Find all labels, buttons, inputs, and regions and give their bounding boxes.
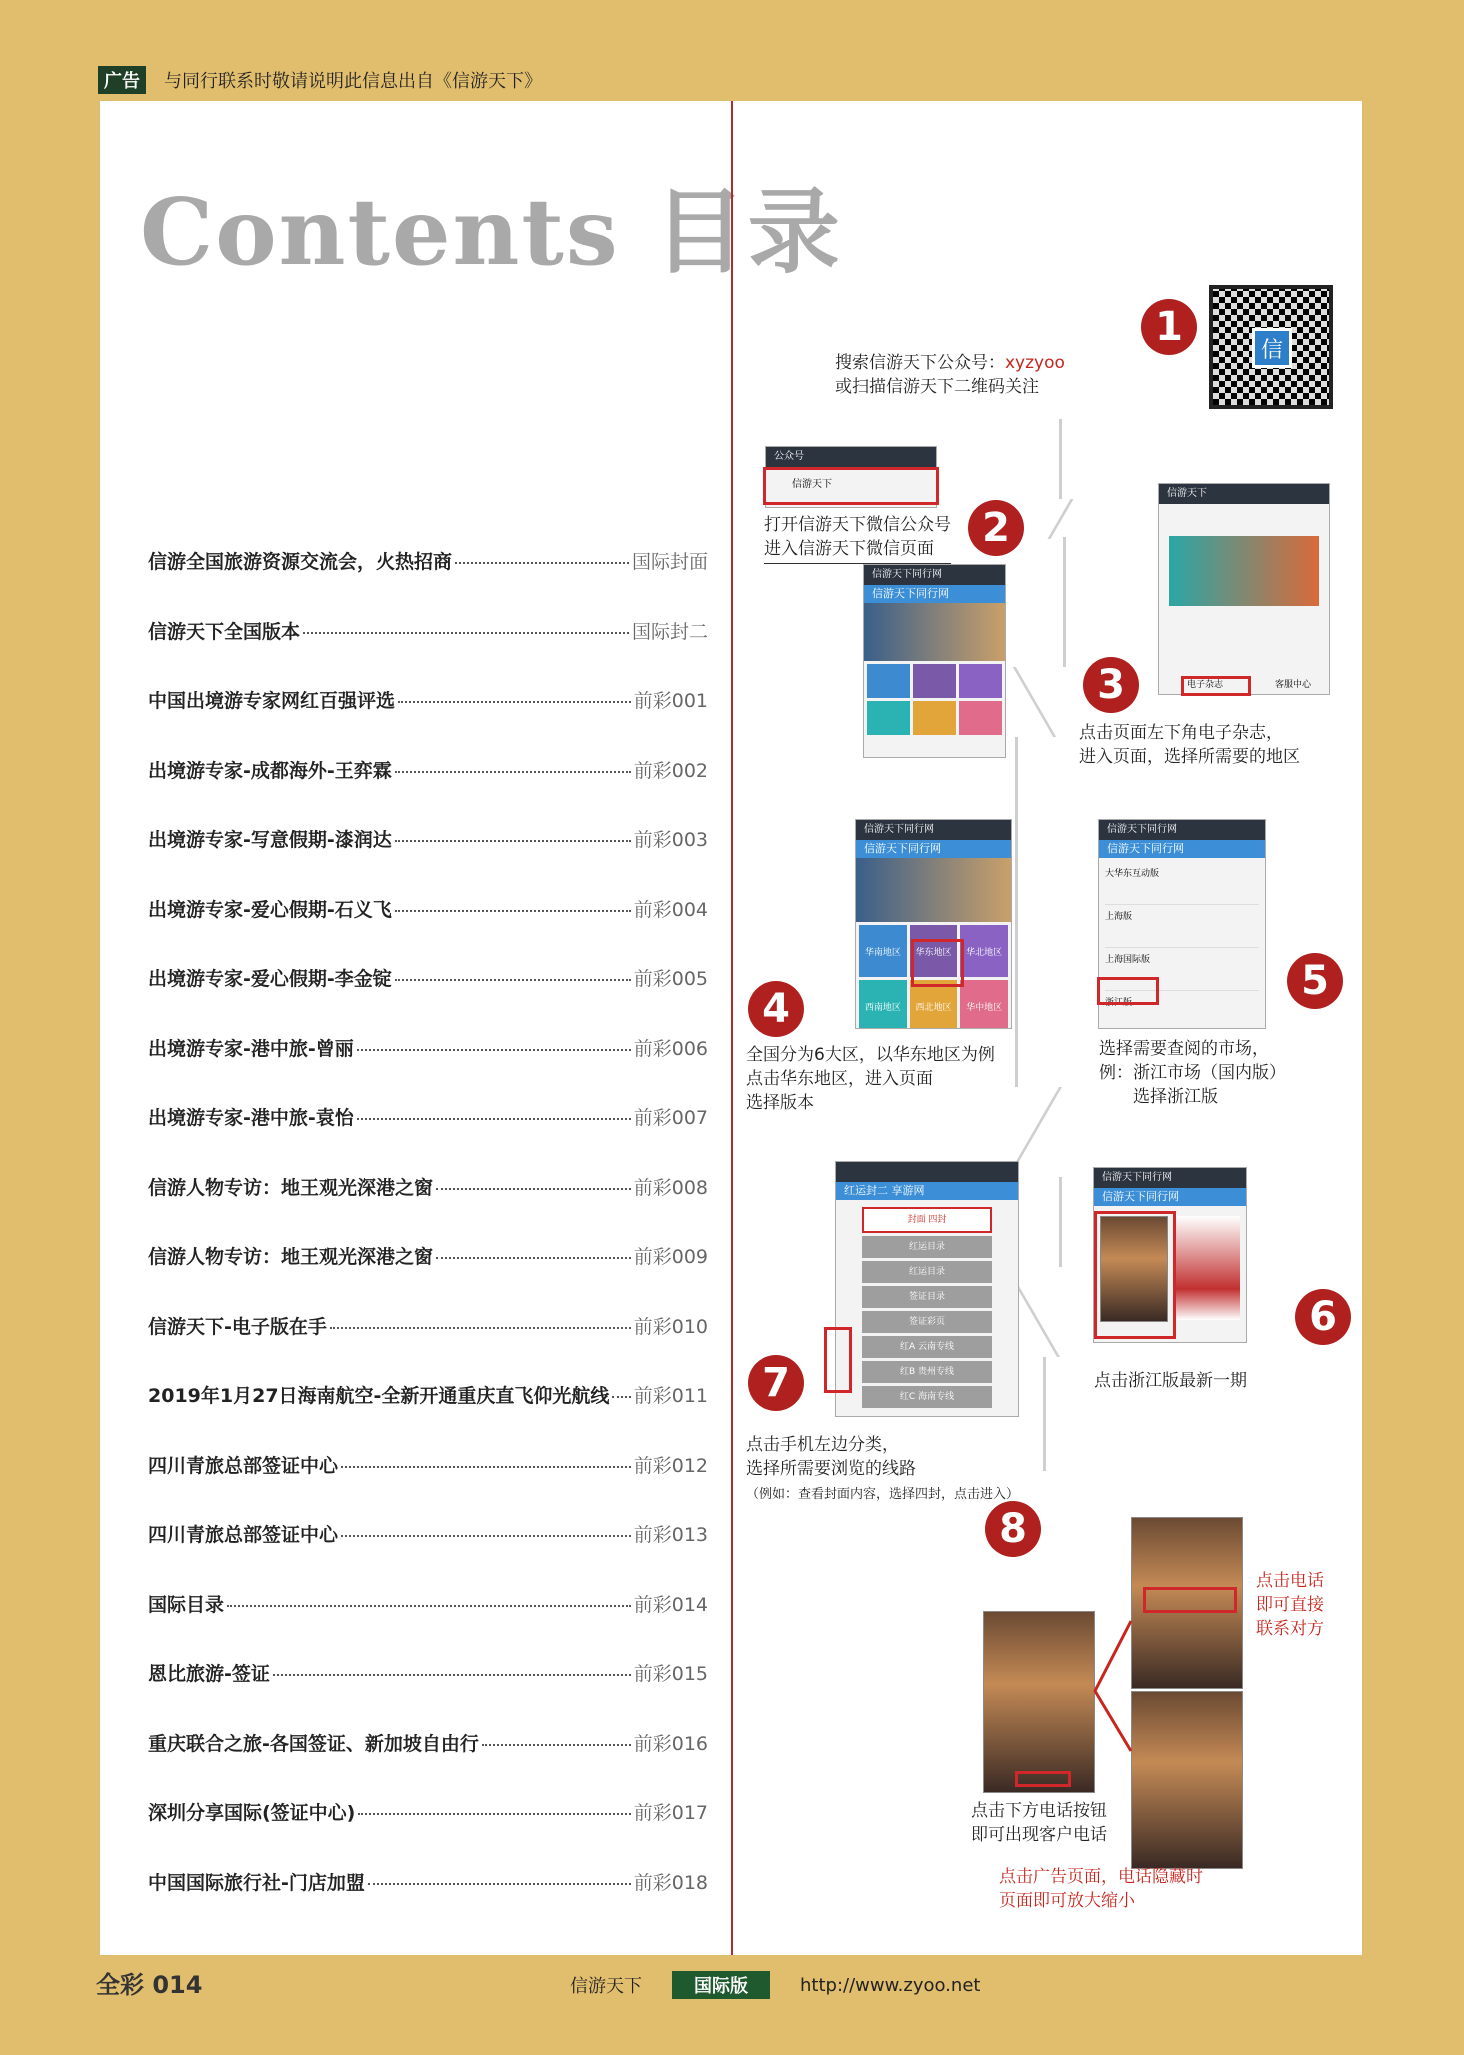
toc-row[interactable] <box>148 825 708 895</box>
step-3-phone <box>1158 483 1330 695</box>
phone-cover <box>856 858 1011 922</box>
toc-leader <box>395 771 631 773</box>
toc-page: 国际封面 <box>631 551 708 573</box>
category-menu-item[interactable]: 封面 四封 <box>862 1207 992 1233</box>
step-4-badge: 4 <box>748 981 804 1037</box>
toc-title: 出境游专家-写意假期-漆润达 <box>148 829 392 851</box>
phone-title: 信游天下同行网 <box>1099 820 1265 840</box>
phone-banner: 信游天下同行网 <box>856 840 1011 858</box>
toc-leader <box>395 840 631 842</box>
toc-page: 前彩017 <box>633 1802 708 1824</box>
market-item[interactable]: 上海版 <box>1105 905 1259 948</box>
toc-title: 出境游专家-爱心假期-石义飞 <box>148 898 392 921</box>
phone-banner: 红运封二 享游网 <box>836 1182 1018 1200</box>
footer-url[interactable]: http://www.zyoo.net <box>800 1974 981 1996</box>
toc-title: 信游天下全国版本 <box>148 620 301 643</box>
phone-title-bar <box>836 1162 1018 1182</box>
toc-page: 前彩008 <box>633 1176 708 1199</box>
toc-leader <box>395 910 631 912</box>
step-1-text <box>835 351 1065 399</box>
toc-title: 深圳分享国际(签证中心) <box>148 1802 356 1824</box>
toc-leader <box>341 1535 631 1537</box>
toc-title: 信游天下-电子版在手 <box>148 1315 327 1338</box>
toc-row[interactable] <box>148 1659 708 1729</box>
step-2-search-bar: 公众号 <box>766 447 936 467</box>
toc-title: 四川青旅总部签证中心 <box>148 1454 339 1477</box>
step-7-line1: 点击手机左边分类， <box>746 1435 899 1455</box>
toc-row[interactable] <box>148 1173 708 1243</box>
ad-tag: 广告 <box>98 66 146 94</box>
toc-page: 前彩014 <box>633 1593 708 1616</box>
toc-page: 前彩007 <box>633 1107 708 1129</box>
step-4-phone <box>855 819 1012 1029</box>
toc-page: 前彩011 <box>633 1385 708 1407</box>
toc-leader <box>368 1883 631 1885</box>
step-3-line1: 点击页面左下角电子杂志， <box>1079 723 1283 743</box>
region-tile <box>867 701 910 735</box>
page-number: 全彩 014 <box>96 1971 203 1999</box>
region-tile <box>959 664 1002 698</box>
toc-row[interactable] <box>148 756 708 826</box>
toc-page: 前彩001 <box>633 690 708 712</box>
step-8-badge: 8 <box>985 1501 1041 1557</box>
toc-leader <box>303 632 629 634</box>
phone-article-image <box>1169 536 1319 606</box>
phone-title: 信游天下同行网 <box>864 565 1005 585</box>
toc-leader <box>436 1257 631 1259</box>
toc-row[interactable] <box>148 617 708 687</box>
phone-title: 信游天下 <box>1159 484 1329 504</box>
step-1-line1: 搜索信游天下公众号： <box>835 353 1005 373</box>
highlight-box <box>1143 1587 1237 1613</box>
highlight-box <box>1094 1211 1176 1339</box>
toc-title: 信游全国旅游资源交流会，火热招商 <box>148 551 453 573</box>
phone-btn-right: 客服中心 <box>1275 680 1312 690</box>
toc-title: 信游人物专访：地王观光深港之窗 <box>148 1246 434 1268</box>
toc-leader <box>227 1605 631 1607</box>
step-8-right-line3: 联系对方 <box>1256 1619 1324 1639</box>
step-8-bottom-text <box>999 1865 1203 1913</box>
flow-line <box>1015 737 1018 1087</box>
step-1-badge: 1 <box>1141 299 1197 355</box>
step-2-phone <box>863 564 1006 758</box>
toc-row[interactable] <box>148 547 708 617</box>
footer-edition: 国际版 <box>672 1971 770 1999</box>
toc-page: 前彩009 <box>633 1246 708 1268</box>
step-8-phone-bottom <box>1131 1691 1243 1869</box>
step-4-text <box>746 1043 995 1115</box>
guide-panel <box>731 101 1362 1955</box>
toc-title: 中国出境游专家网红百强评选 <box>148 690 396 712</box>
region-tile <box>913 664 956 698</box>
flow-line <box>1013 667 1056 737</box>
toc-row[interactable] <box>148 1381 708 1451</box>
toc-row[interactable] <box>148 1312 708 1382</box>
step-7-badge: 7 <box>748 1355 804 1411</box>
step-7-line2: 选择所需要浏览的线路 <box>746 1459 916 1479</box>
step-4-line3: 选择版本 <box>746 1093 814 1113</box>
toc-leader <box>436 1188 631 1190</box>
region-tile <box>867 664 910 698</box>
step-5-text <box>1099 1037 1286 1109</box>
toc-row[interactable] <box>148 1729 708 1799</box>
page-panel <box>100 101 1362 1955</box>
step-8-connector <box>1093 1601 1133 1761</box>
step-2-line2: 进入信游天下微信页面 <box>764 539 934 559</box>
toc-row[interactable] <box>148 895 708 965</box>
region-tile <box>913 701 956 735</box>
toc-page: 前彩012 <box>633 1454 708 1477</box>
step-2-line1: 打开信游天下微信公众号 <box>764 515 951 535</box>
toc-leader <box>341 1466 631 1468</box>
toc-title: 四川青旅总部签证中心 <box>148 1524 339 1546</box>
phone-btn-left: 电子杂志 <box>1187 680 1224 690</box>
toc-leader <box>612 1396 630 1398</box>
toc-page: 前彩004 <box>633 898 708 921</box>
step-1-line2: 或扫描信游天下二维码关注 <box>835 377 1039 397</box>
header-notice: 与同行联系时敬请说明此信息出自《信游天下》 <box>164 71 542 92</box>
toc-row[interactable] <box>148 964 708 1034</box>
qr-logo: 信 <box>1252 328 1292 368</box>
toc-title: 出境游专家-港中旅-袁怡 <box>148 1107 354 1129</box>
contents-title: Contents 目录 <box>140 178 842 286</box>
toc-title: 信游人物专访：地王观光深港之窗 <box>148 1176 434 1199</box>
toc-leader <box>482 1744 631 1746</box>
region-tile[interactable]: 西北地区 <box>910 980 958 1029</box>
toc-leader <box>358 1813 630 1815</box>
step-2-badge: 2 <box>968 500 1024 556</box>
phone-cover <box>864 603 1005 661</box>
toc-page: 前彩015 <box>633 1663 708 1685</box>
category-menu-item[interactable]: 签证目录 <box>862 1286 992 1308</box>
market-item[interactable]: 上海国际版 <box>1105 948 1259 991</box>
region-tile[interactable]: 华北地区 <box>960 925 1008 977</box>
market-item[interactable]: 大华东互动版 <box>1105 862 1259 905</box>
step-8-left-line2: 即可出现客户电话 <box>971 1825 1107 1845</box>
region-tile <box>959 701 1002 735</box>
category-menu-item[interactable]: 红运目录 <box>862 1236 992 1258</box>
toc-row[interactable] <box>148 1868 708 1938</box>
step-5-line2: 例：浙江市场（国内版） <box>1099 1063 1286 1083</box>
toc-leader <box>357 1118 631 1120</box>
step-8-bottom-line1: 点击广告页面，电话隐藏时 <box>999 1867 1203 1887</box>
phone-banner: 信游天下同行网 <box>1099 840 1265 858</box>
category-menu-item[interactable]: 红A 云南专线 <box>862 1336 992 1358</box>
toc-title: 出境游专家-成都海外-王弈霖 <box>148 759 392 782</box>
step-7-line3: （例如：查看封面内容，选择四封，点击进入） <box>746 1487 1020 1502</box>
highlight-box <box>824 1327 852 1393</box>
step-8-right-line1: 点击电话 <box>1256 1571 1324 1591</box>
flow-line <box>1059 1177 1062 1267</box>
flow-line <box>1043 1357 1046 1471</box>
step-8-right-text <box>1256 1569 1324 1641</box>
step-4-line2: 点击华东地区，进入页面 <box>746 1069 933 1089</box>
step-6-badge: 6 <box>1295 1289 1351 1345</box>
toc-row[interactable] <box>148 1451 708 1521</box>
category-menu-item[interactable]: 红B 贵州专线 <box>862 1361 992 1383</box>
toc-page: 前彩013 <box>633 1524 708 1546</box>
phone-title: 信游天下同行网 <box>856 820 1011 840</box>
category-menu-item[interactable]: 红运目录 <box>862 1261 992 1283</box>
toc-row[interactable] <box>148 1520 708 1590</box>
step-2-result: 信游天下 <box>792 479 832 490</box>
footer-brand: 信游天下 <box>570 1976 642 1997</box>
toc-page: 国际封二 <box>631 620 708 643</box>
step-2-text <box>764 513 951 564</box>
step-3-text <box>1079 721 1300 769</box>
toc-page: 前彩016 <box>633 1732 708 1755</box>
category-menu <box>836 1200 1018 1415</box>
step-5-badge: 5 <box>1287 953 1343 1009</box>
step-8-left-line1: 点击下方电话按钮 <box>971 1801 1107 1821</box>
toc-title: 出境游专家-港中旅-曾丽 <box>148 1037 354 1060</box>
toc-title: 重庆联合之旅-各国签证、新加坡自由行 <box>148 1732 479 1755</box>
step-1-account: xyzyoo <box>1005 353 1065 373</box>
phone-banner: 信游天下同行网 <box>1094 1188 1246 1206</box>
toc-row[interactable] <box>148 1034 708 1104</box>
toc-title: 出境游专家-爱心假期-李金锭 <box>148 968 392 990</box>
toc-page: 前彩002 <box>633 759 708 782</box>
flow-line <box>1063 537 1066 667</box>
step-6-text: 点击浙江版最新一期 <box>1094 1371 1247 1391</box>
step-8-bottom-line2: 页面即可放大缩小 <box>999 1891 1135 1911</box>
highlight-box <box>1015 1771 1071 1787</box>
step-4-line1: 全国分为6大区，以华东地区为例 <box>746 1045 995 1065</box>
region-grid <box>864 661 1005 738</box>
toc-page: 前彩005 <box>633 968 708 990</box>
toc-title: 中国国际旅行社-门店加盟 <box>148 1871 365 1894</box>
step-3-badge: 3 <box>1083 657 1139 713</box>
region-tile[interactable]: 华东地区 <box>910 925 958 977</box>
phone-banner: 信游天下同行网 <box>864 585 1005 603</box>
toc-title: 恩比旅游-签证 <box>148 1663 270 1685</box>
toc-leader <box>330 1327 631 1329</box>
highlight-box <box>1097 977 1159 1005</box>
toc-list <box>148 547 708 1937</box>
market-item[interactable]: 浙江版 <box>1105 991 1259 1029</box>
category-menu-item[interactable]: 红C 海南专线 <box>862 1386 992 1408</box>
issue-cover <box>1174 1216 1240 1320</box>
step-8-ad-page <box>983 1611 1095 1793</box>
flow-line <box>1047 499 1073 539</box>
toc-leader <box>395 979 631 981</box>
phone-title: 信游天下同行网 <box>1094 1168 1246 1188</box>
toc-leader <box>398 701 631 703</box>
toc-title: 2019年1月27日海南航空-全新开通重庆直飞仰光航线 <box>148 1385 610 1407</box>
toc-page: 前彩003 <box>633 829 708 851</box>
top-header <box>98 66 542 94</box>
step-5-line1: 选择需要查阅的市场， <box>1099 1039 1269 1059</box>
region-tile[interactable]: 华南地区 <box>859 925 907 977</box>
toc-title: 国际目录 <box>148 1593 225 1616</box>
toc-row[interactable] <box>148 686 708 756</box>
toc-leader <box>273 1674 631 1676</box>
toc-page: 前彩018 <box>633 1871 708 1894</box>
footer <box>0 1965 1464 2005</box>
toc-page: 前彩010 <box>633 1315 708 1338</box>
flow-line <box>1059 419 1062 499</box>
footer-center <box>570 1971 980 1999</box>
category-menu-item[interactable]: 签证彩页 <box>862 1311 992 1333</box>
region-tile[interactable]: 西南地区 <box>859 980 907 1029</box>
toc-row[interactable] <box>148 1798 708 1868</box>
highlight-box <box>763 467 939 505</box>
highlight-box <box>1181 676 1251 696</box>
highlight-box <box>911 939 964 987</box>
toc-leader <box>357 1049 631 1051</box>
toc-page: 前彩006 <box>633 1037 708 1060</box>
toc-row[interactable] <box>148 1103 708 1173</box>
step-7-text <box>746 1433 1019 1507</box>
step-3-line2: 进入页面，选择所需要的地区 <box>1079 747 1300 767</box>
region-tile[interactable]: 华中地区 <box>960 980 1008 1029</box>
step-7-phone <box>835 1161 1019 1417</box>
toc-row[interactable] <box>148 1590 708 1660</box>
step-5-line3: 选择浙江版 <box>1133 1087 1218 1107</box>
toc-leader <box>455 562 629 564</box>
step-8-right-line2: 即可直接 <box>1256 1595 1324 1615</box>
toc-row[interactable] <box>148 1242 708 1312</box>
step-8-left-text <box>971 1799 1107 1847</box>
